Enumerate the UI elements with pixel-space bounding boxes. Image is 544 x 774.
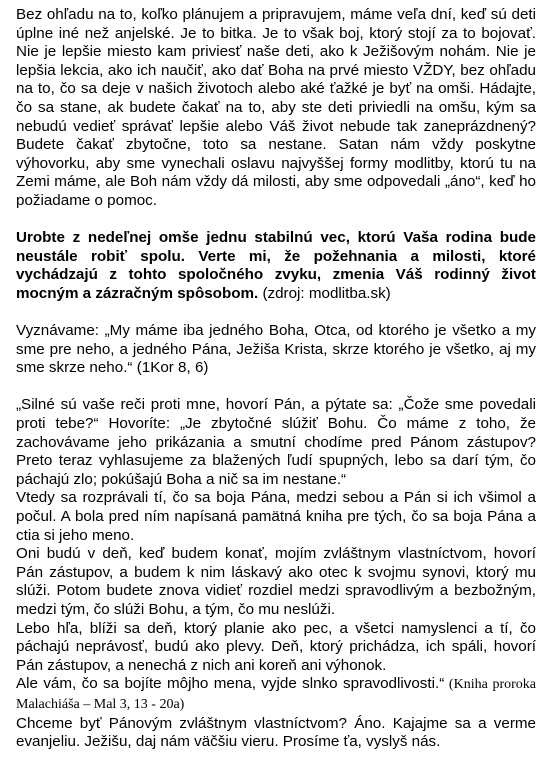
paragraph-gap bbox=[16, 378, 536, 397]
paragraph-scripture-3: Oni budú v deň, keď budem konať, mojím zvláštnym vlastníctvom, hovorí Pán zástupov, a budem k nim láskavý ako otec k svojmu synovi, ktorý mu slúži. Potom budete znova vidieť rozdiel medzi spravodlivým a bezbožným, medzi tým, čo slúži Bohu, a tým, čo mu neslúži. bbox=[16, 545, 536, 618]
paragraph-scripture-1: „Silné sú vaše reči proti mne, hovorí Pán, a pýtate sa: „Čože sme povedali proti tebe?“ Hovoríte: „Je zbytočné slúžiť Bohu. Čo máme z toho, že zachovávame jeho prikázania a smutní chodíme pred Pánom zástupov? Preto teraz vyhlasujeme za blažených ľudí spupných, lebo sa darí tým, čo páchajú zlo; pokúšajú Boha a nič sa im nestane.“ bbox=[16, 396, 536, 488]
paragraph-conclusion: Chceme byť Pánovým zvláštnym vlastníctvom? Áno. Kajajme sa a verme evanjeliu. Ježišu, daj nám väčšiu vieru. Prosíme ťa, vyslyš nás. bbox=[16, 714, 536, 751]
paragraph-creed: Vyznávame: „My máme iba jedného Boha, Otca, od ktorého je všetko a my sme pre neho, a jedného Pána, Ježiša Krista, skrze ktorého je všetko, aj my sme skrze neho.“ (1Kor 8, 6) bbox=[16, 322, 536, 377]
paragraph-gap bbox=[16, 211, 536, 230]
scripture-closing-text: Ale vám, čo sa bojíte môjho mena, vyjde slnko spravodlivosti.“ bbox=[16, 675, 445, 693]
exhortation-bold-text: Urobte z nedeľnej omše jednu stabilnú vec, ktorú Vaša rodina bude neustále robiť spolu. Verte mi, že požehnania a milosti, ktoré vychádzajú z tohto spoločného zvyku, zmenia Váš rodinný život mocným a zázračným spôsobom. bbox=[16, 229, 536, 302]
paragraph-intro: Bez ohľadu na to, koľko plánujem a pripravujem, máme veľa dní, keď sú deti úplne iné než anjelské. Je to bitka. Je to však boj, ktorý stojí za to bojovať. Nie je lepšie miesto kam priviesť naše deti, ako k Ježišovým nohám. Nie je lepšia lekcia, ako ich naučiť, ako dať Boha na prvé miesto VŽDY, bez ohľadu na to, čo sa deje v našich životoch alebo aké ťažké je byť na omši. Hádajte, čo sa stane, ak budete čakať na to, aby ste deti priviedli na omšu, kým sa nebudú vedieť správať lepšie alebo Váš život nebude tak zaneprázdnený? Budete čakať zbytočne, toto sa nestane. Satan nám vždy poskytne výhovorku, aby sme vynechali oslavu najvyššej formy modlitby, ktorú tu na Zemi máme, ale Boh nám vždy dá milosti, aby sme odpovedali „áno“, keď ho požiadame o pomoc. bbox=[16, 6, 536, 209]
paragraph-gap bbox=[16, 304, 536, 323]
paragraph-scripture-4: Lebo hľa, blíži sa deň, ktorý planie ako pec, a všetci namyslenci a tí, čo páchajú neprávosť, budú ako plevy. Deň, ktorý prichádza, ich spáli, hovorí Pán zástupov, a nenechá z nich ani koreň ani výhonok. bbox=[16, 619, 536, 674]
scripture-reference: (Kniha proroka Malachiáša – Mal 3, 13 - 20a) bbox=[16, 677, 536, 712]
paragraph-scripture-2: Vtedy sa rozprávali tí, čo sa boja Pána, medzi sebou a Pán si ich všimol a počul. A bola pred ním napísaná pamätná kniha pre tých, čo sa boja Pána a ctia si jeho meno. bbox=[16, 489, 536, 544]
paragraph-exhortation bbox=[16, 229, 536, 303]
source-note: (zdroj: modlitba.sk) bbox=[258, 284, 391, 302]
paragraph-scripture-5 bbox=[16, 675, 536, 714]
